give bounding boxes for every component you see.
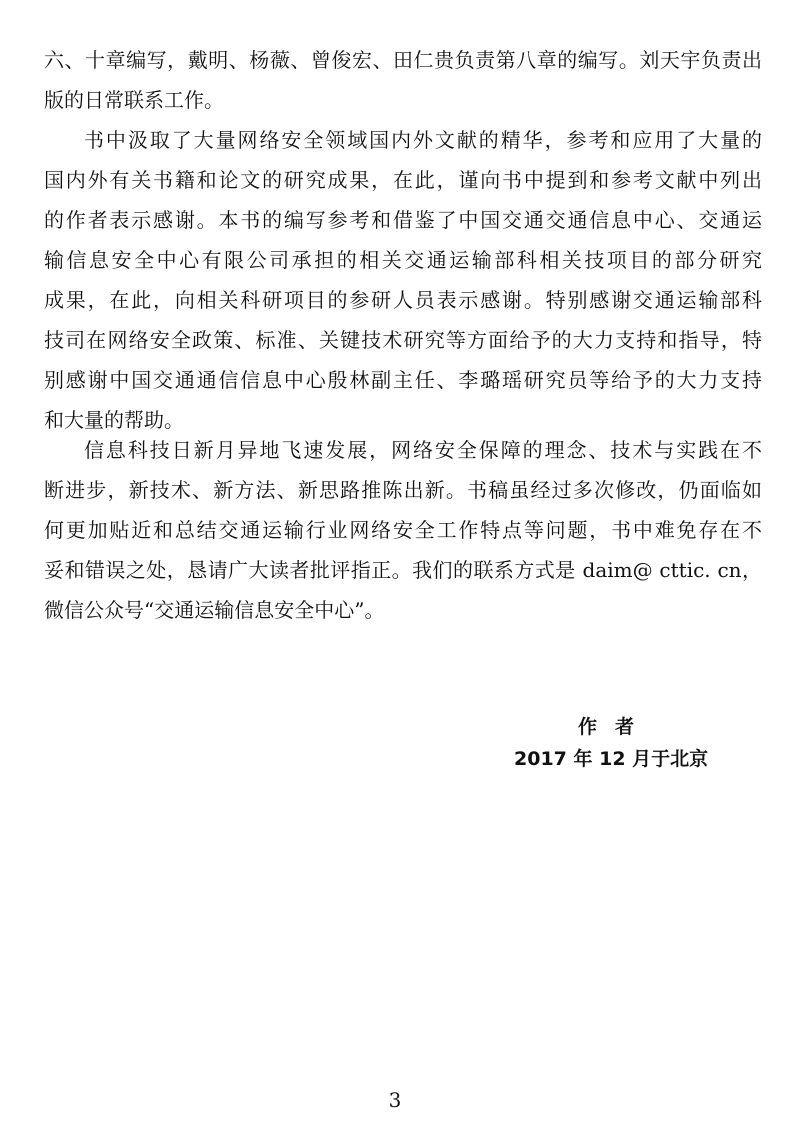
page-number: 3 bbox=[388, 1088, 402, 1112]
paragraph-line: 信息科技日新月异地飞速发展，网络安全保障的理念、技术与实践在不 bbox=[84, 438, 762, 462]
paragraph-line: 成果，在此，向相关科研项目的参研人员表示感谢。特别感谢交通运输部科 bbox=[44, 288, 762, 312]
paragraph-2 bbox=[44, 120, 762, 440]
paragraph-line: 和大量的帮助。 bbox=[44, 408, 184, 432]
paragraph-line: 妥和错误之处，恳请广大读者批评指正。我们的联系方式是 daim@ cttic. cn， bbox=[44, 558, 762, 582]
signature-date: 2017 年 12 月于北京 bbox=[514, 748, 709, 770]
paragraph-line: 何更加贴近和总结交通运输行业网络安全工作特点等问题，书中难免存在不 bbox=[44, 518, 762, 542]
paragraph-line: 书中汲取了大量网络安全领域国内外文献的精华，参考和应用了大量的 bbox=[84, 128, 762, 152]
paragraph-3 bbox=[44, 430, 762, 630]
paragraph-line: 别感谢中国交通通信信息中心殷林副主任、李璐瑶研究员等给予的大力支持 bbox=[44, 368, 762, 392]
paragraph-line: 版的日常联系工作。 bbox=[44, 88, 224, 112]
paragraph-line: 微信公众号“交通运输信息安全中心”。 bbox=[44, 598, 385, 622]
paragraph-line: 六、十章编写，戴明、杨薇、曾俊宏、田仁贵负责第八章的编写。刘天宇负责出 bbox=[44, 48, 762, 72]
paragraph-line: 断进步，新技术、新方法、新思路推陈出新。书稿虽经过多次修改，仍面临如 bbox=[44, 478, 762, 502]
paragraph-line: 国内外有关书籍和论文的研究成果，在此，谨向书中提到和参考文献中列出 bbox=[44, 168, 762, 192]
paragraph-line: 的作者表示感谢。本书的编写参考和借鉴了中国交通交通信息中心、交通运 bbox=[44, 208, 762, 232]
paragraph-line: 输信息安全中心有限公司承担的相关交通运输部科相关技项目的部分研究 bbox=[44, 248, 762, 272]
paragraph-1 bbox=[44, 40, 762, 120]
paragraph-line: 技司在网络安全政策、标准、关键技术研究等方面给予的大力支持和指导，特 bbox=[44, 328, 762, 352]
signature-author: 作者 bbox=[578, 716, 653, 738]
